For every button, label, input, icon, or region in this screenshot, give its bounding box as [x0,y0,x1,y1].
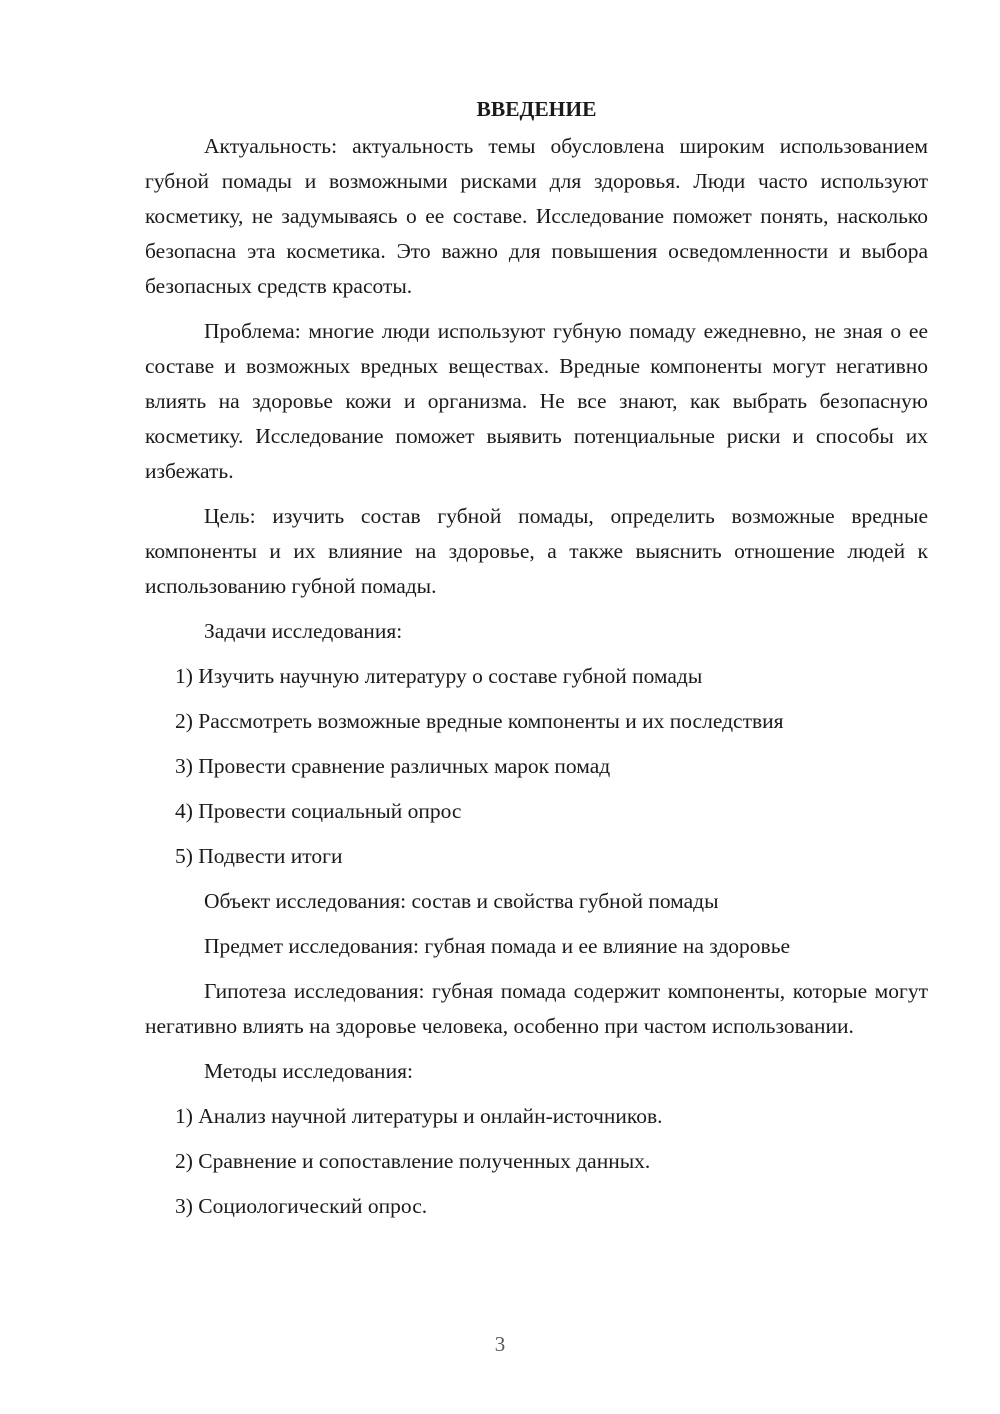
page-number: 3 [494,1332,506,1356]
goal-paragraph: Цель: изучить состав губной помады, определить возможные вредные компоненты и их влияние на здоровье, а также выяснить отношение людей к использованию губной помады. [145,504,928,598]
tasks-heading: Задачи исследования: [204,619,403,643]
methods-list [145,1099,928,1224]
method-item: 3) Социологический опрос. [175,1194,428,1218]
tasks-list [145,659,928,874]
relevance-paragraph: Актуальность: актуальность темы обусловлена широким использованием губной помады и возможными рисками для здоровья. Люди часто используют косметику, не задумываясь о ее составе. Исследование поможет понять, насколько безопасна эта косметика. Это важно для повышения осведомленности и выбора безопасных средств красоты. [145,134,928,298]
method-item: 1) Анализ научной литературы и онлайн-источников. [175,1104,663,1128]
task-item: 2) Рассмотреть возможные вредные компоненты и их последствия [175,709,784,733]
section-title: ВВЕДЕНИЕ [476,97,597,121]
task-item: 3) Провести сравнение различных марок помад [175,754,611,778]
subject-paragraph: Предмет исследования: губная помада и ее влияние на здоровье [204,934,791,958]
hypothesis-paragraph: Гипотеза исследования: губная помада содержит компоненты, которые могут негативно влиять на здоровье человека, особенно при частом использовании. [145,979,928,1038]
task-item: 1) Изучить научную литературу о составе губной помады [175,664,703,688]
problem-paragraph: Проблема: многие люди используют губную помаду ежедневно, не зная о ее составе и возможных вредных веществах. Вредные компоненты могут негативно влиять на здоровье кожи и организма. Не все знают, как выбрать безопасную косметику. Исследование поможет выявить потенциальные риски и способы их избежать. [145,319,928,483]
document-page [145,92,928,1234]
object-paragraph: Объект исследования: состав и свойства губной помады [204,889,719,913]
task-item: 4) Провести социальный опрос [175,799,462,823]
method-item: 2) Сравнение и сопоставление полученных данных. [175,1149,651,1173]
task-item: 5) Подвести итоги [175,844,343,868]
methods-heading: Методы исследования: [204,1059,413,1083]
